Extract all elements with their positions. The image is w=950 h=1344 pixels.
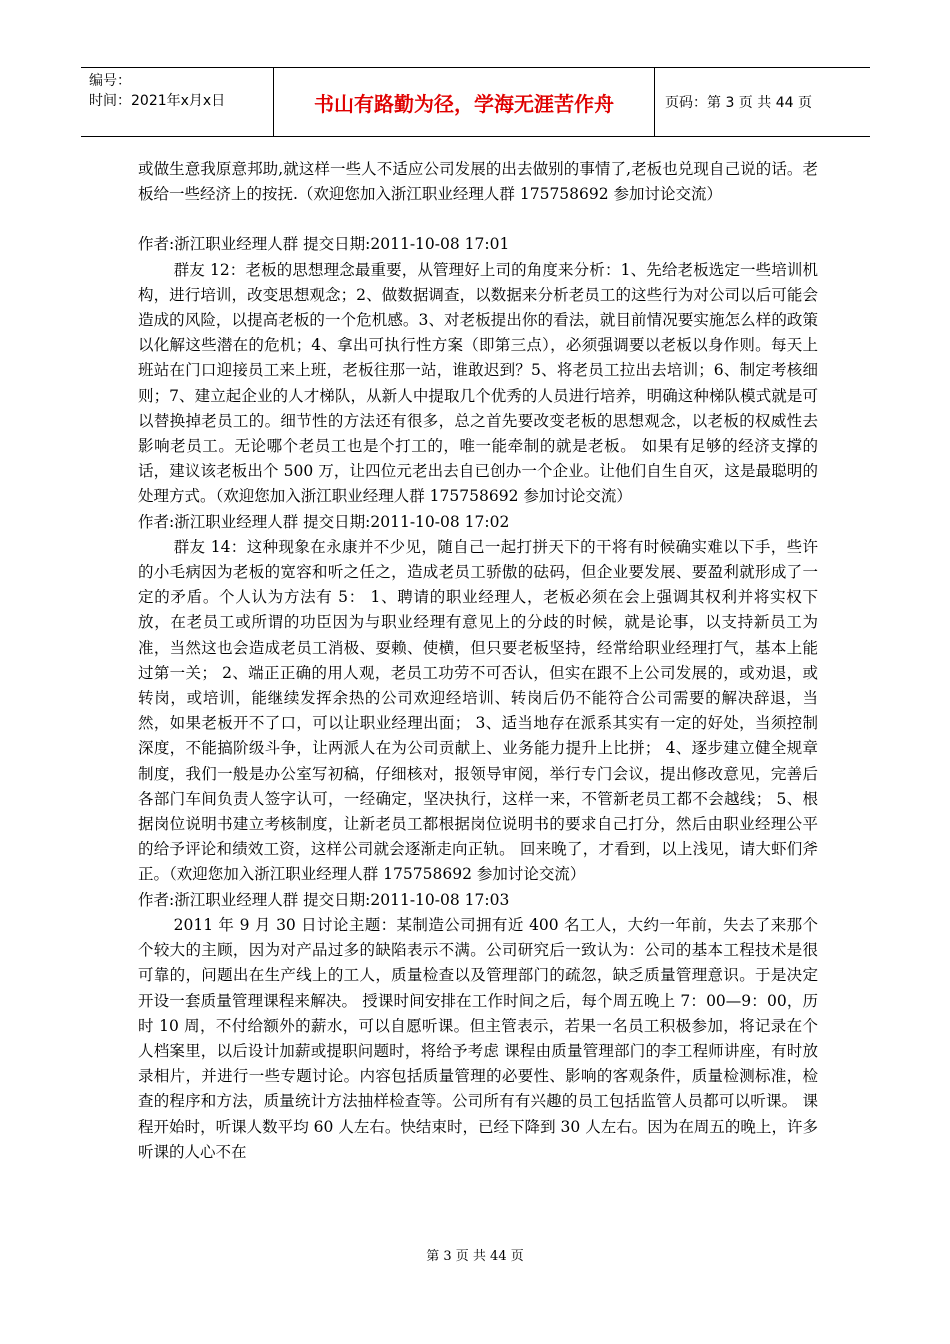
page-header: [81, 67, 870, 137]
document-body: [138, 157, 818, 1165]
time-label: 时间：2021年x月x日: [89, 93, 226, 109]
paragraph: 群友 12：老板的思想理念最重要，从管理好上司的角度来分析：1、先给老板选定一些培训机构，进行培训，改变思想观念；2、做数据调查，以数据来分析老员工的这些行为对公司以后可能会造成的风险，以提高老板的一个危机感。3、对老板提出你的看法，就目前情况要实施怎么样的政策以化解这些潜在的危机；4、拿出可执行性方案（即第三点），必须强调要以老板以身作则。每天上班站在门口迎接员工来上班，老板往那一站，谁敢迟到？5、将老员工拉出去培训；6、制定考核细则；7、建立起企业的人才梯队，从新人中提取几个优秀的人员进行培养，明确这种梯队模式就是可以替换掉老员工的。细节性的方法还有很多，总之首先要改变老板的思想观念，以老板的权威性去影响老员工。无论哪个老员工也是个打工的，唯一能牵制的就是老板。 如果有足够的经济支撑的话，建议该老板出个 500 万，让四位元老出去自已创办一个企业。让他们自生自灭，这是最聪明的处理方式。（欢迎您加入浙江职业经理人群 175758692 参加讨论交流）: [138, 260, 818, 506]
header-meta: [81, 68, 274, 136]
author-line: 作者:浙江职业经理人群 提交日期:2011-10-08 17:03: [138, 890, 510, 909]
paragraph: 或做生意我原意邦助,就这样一些人不适应公司发展的出去做别的事情了,老板也兑现自己说的话。老板给一些经济上的按抚.（欢迎您加入浙江职业经理人群 175758692 参加讨论交流）: [138, 160, 818, 204]
author-line: 作者:浙江职业经理人群 提交日期:2011-10-08 17:01: [138, 235, 510, 254]
header-motto: 书山有路勤为径，学海无涯苦作舟: [274, 68, 655, 136]
author-line: 作者:浙江职业经理人群 提交日期:2011-10-08 17:02: [138, 512, 510, 531]
header-page-info: 页码：第 3 页 共 44 页: [665, 95, 812, 111]
paragraph: 群友 14：这种现象在永康并不少见，随自己一起打拼天下的干将有时候确实难以下手，些许的小毛病因为老板的宽容和听之任之，造成老员工骄傲的砝码，但企业要发展、要盈利就形成了一定的矛盾。个人认为方法有 5： 1、聘请的职业经理人，老板必须在会上强调其权利并将实权下放，在老员工或所谓的功臣因为与职业经理有意见上的分歧的时候，就是论事，以支持新员工为准，当然这也会造成老员工消极、耍赖、使横，但只要老板坚持，经常给职业经理打气，基本上能过第一关； 2、端正正确的用人观，老员工功劳不可否认，但实在跟不上公司发展的，或劝退，或转岗，或培训，能继续发挥余热的公司欢迎经培训、转岗后仍不能符合公司需要的解决辞退，当然，如果老板开不了口，可以让职业经理出面； 3、适当地存在派系其实有一定的好处，当须控制深度，不能搞阶级斗争，让两派人在为公司贡献上、业务能力提升上比拼； 4、逐步建立健全规章制度，我们一般是办公室写初稿，仔细核对，报领导审阅，举行专门会议，提出修改意见，完善后各部门车间负责人签字认可，一经确定，坚决执行，这样一来，不管新老员工都不会越线； 5、根据岗位说明书建立考核制度，让新老员工都根据岗位说明书的要求自己打分，然后由职业经理公平的给予评论和绩效工资，这样公司就会逐渐走向正轨。 回来晚了，才看到，以上浅见，请大虾们斧正。（欢迎您加入浙江职业经理人群 175758692 参加讨论交流）: [138, 537, 818, 884]
page-footer: 第 3 页 共 44 页: [426, 1249, 524, 1264]
paragraph: 2011 年 9 月 30 日讨论主题：某制造公司拥有近 400 名工人，大约一年前，失去了来那个个较大的主顾，因为对产品过多的缺陷表示不满。公司研究后一致认为：公司的基本工程技术是很可靠的，问题出在生产线上的工人，质量检查以及管理部门的疏忽，缺乏质量管理意识。于是决定开设一套质量管理课程来解决。 授课时间安排在工作时间之后，每个周五晚上 7：00—9：00，历时 10 周，不付给额外的薪水，可以自愿听课。但主管表示，若果一名员工积极参加，将记录在个人档案里，以后设计加薪或提职问题时，将给予考虑 课程由质量管理部门的李工程师讲座，有时放录相片，并进行一些专题讨论。内容包括质量管理的必要性、影响的客观条件，质量检测标准，检查的程序和方法，质量统计方法抽样检查等。公司所有有兴趣的员工包括监管人员都可以听课。 课程开始时，听课人数平均 60 人左右。快结束时，已经下降到 30 人左右。因为在周五的晚上，许多听课的人心不在: [138, 915, 818, 1161]
number-label: 编号：: [89, 73, 131, 89]
